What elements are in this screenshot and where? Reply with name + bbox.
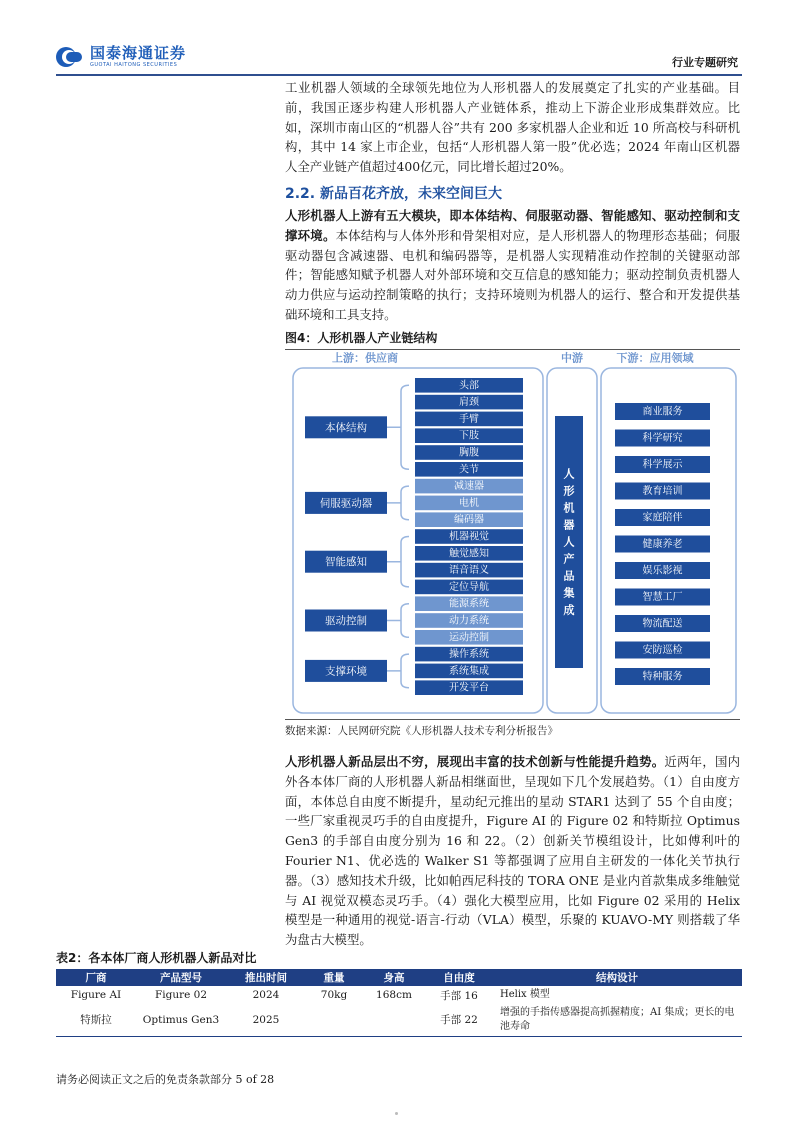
table-cell: Figure 02 <box>154 989 208 1001</box>
midstream-char: 器 <box>563 518 575 532</box>
sub-item-label: 触觉感知 <box>449 548 489 560</box>
application-label: 智慧工厂 <box>642 592 683 603</box>
midstream-char: 产 <box>563 552 575 566</box>
midstream-char: 成 <box>563 603 575 617</box>
application-label: 安防巡检 <box>642 645 683 656</box>
paragraph-lead: 人形机器人上游有五大模块，即本体结构、伺服驱动器、智能感知、驱动控制和支撑环境。 <box>285 208 740 243</box>
industry-chain-diagram <box>285 350 740 715</box>
column-header: 自由度 <box>426 969 492 986</box>
sub-item-label: 肩颈 <box>459 397 479 409</box>
sub-item-label: 定位导航 <box>449 581 489 593</box>
column-header: 厂商 <box>56 969 136 986</box>
intro-paragraph: 工业机器人领域的全球领先地位为人形机器人的发展奠定了扎实的产业基础。目前，我国正逐步构建人形机器人产业链体系，推动上下游企业形成集群效应。比如，深圳市南山区的“机器人谷”共有 200 多家机器人企业和近 10 所高校与科研机构，其中 14 家上市企业，包括“人形机器人第一股”优必选；2024 年南山区机器人全产业链产值超过400亿元，同比增长超过20%。 <box>285 80 740 175</box>
table-cell: 2024 <box>252 989 280 1001</box>
column-header: 产品型号 <box>136 969 226 986</box>
column-header: 结构设计 <box>492 969 742 986</box>
sub-item-label: 系统集成 <box>449 665 489 677</box>
table-cell: Optimus Gen3 <box>142 1013 220 1026</box>
table-cell: 70kg <box>320 989 348 1001</box>
downstream-label: 下游：应用领域 <box>616 351 694 365</box>
application-label: 特种服务 <box>642 671 683 683</box>
table-header-row <box>56 969 742 986</box>
module-bracket <box>387 654 409 688</box>
upstream-paragraph <box>285 206 740 325</box>
application-label: 健康养老 <box>642 539 683 550</box>
midstream-char: 品 <box>563 569 575 583</box>
report-type: 行业专题研究 <box>672 56 738 69</box>
sub-item-label: 手臂 <box>459 413 479 425</box>
module-label: 支撑环境 <box>325 665 367 678</box>
page-footer: 请务必阅读正文之后的免责条款部分 5 of 28 <box>56 1073 275 1086</box>
midstream-char: 人 <box>563 467 575 481</box>
sub-item-label: 编码器 <box>454 514 484 526</box>
application-label: 教育培训 <box>642 486 683 497</box>
module-bracket <box>387 486 409 520</box>
table-cell: 增强的手指传感器提高抓握精度；AI 集成；更长的电池寿命 <box>500 1006 735 1032</box>
sub-item-label: 胸腹 <box>459 447 479 459</box>
paragraph-body: 近两年，国内外各本体厂商的人形机器人新品相继面世，呈现如下几个发展趋势。（1）自由度方面，本体总自由度不断提升，星动纪元推出的星动 STAR1 达到了 55 个自由度；一些厂家重视灵巧手的自由度提升，Figure AI 的 Figure 02 和特斯拉 Optimus Gen3 的手部自由度分别为 16 和 22。（2）创新关节模组设计，比如傅利叶的 Fourier N1、优必选的 Walker S1 等都强调了应用自主研发的一体化关节执行器。（3）感知技术升级，比如帕西尼科技的 TORA ONE 是业内首款集成多维触觉与 AI 视觉双模态灵巧手。（4）强化大模型应用，比如 Figure 02 采用的 Helix 模型是一种通用的视觉-语言-行动（VLA）模型，乐聚的 KUAVO-MY 则搭载了华为盘古大模型。 <box>285 754 741 948</box>
logo-icon <box>56 47 86 67</box>
module-label: 本体结构 <box>325 421 367 434</box>
midstream-char: 集 <box>563 586 575 600</box>
midstream-label: 中游 <box>561 351 583 365</box>
page-header <box>56 44 742 76</box>
sub-item-label: 头部 <box>459 380 479 392</box>
sub-item-label: 能源系统 <box>449 598 489 610</box>
application-label: 科学展示 <box>642 459 683 471</box>
table-cell <box>362 1004 426 1036</box>
product-comparison-table <box>56 969 742 1037</box>
sub-item-label: 运动控制 <box>449 632 489 644</box>
column-header: 身高 <box>362 969 426 986</box>
sub-item-label: 操作系统 <box>449 649 489 661</box>
sub-item-label: 机器视觉 <box>449 531 489 543</box>
sub-item-label: 动力系统 <box>449 615 489 627</box>
table-cell: 特斯拉 <box>80 1014 112 1027</box>
module-bracket <box>387 604 409 638</box>
application-label: 娱乐影视 <box>642 565 683 577</box>
application-label: 科学研究 <box>642 433 683 444</box>
table-cell: Figure AI <box>70 989 122 1001</box>
module-label: 驱动控制 <box>325 615 367 627</box>
midstream-char: 人 <box>563 535 575 549</box>
paragraph-lead: 人形机器人新品层出不穷，展现出丰富的技术创新与性能提升趋势。 <box>285 754 665 769</box>
upstream-label: 上游：供应商 <box>332 351 398 365</box>
table-title: 表2：各本体厂商人形机器人新品对比 <box>56 951 257 965</box>
trends-paragraph <box>285 752 740 950</box>
application-label: 家庭陪伴 <box>642 512 683 524</box>
module-label: 伺服驱动器 <box>319 497 373 510</box>
logo-english: GUOTAI HAITONG SECURITIES <box>90 62 178 68</box>
logo-name: 国泰海通证券 <box>90 44 187 62</box>
table-cell: Helix 模型 <box>500 989 550 1000</box>
midstream-char: 机 <box>563 501 575 515</box>
table-cell <box>306 1004 362 1036</box>
figure-title: 图4：人形机器人产业链结构 <box>285 329 740 350</box>
table-row <box>56 1004 742 1036</box>
sub-item-label: 关节 <box>459 464 479 476</box>
sub-item-label: 减速器 <box>454 481 484 493</box>
column-header: 重量 <box>306 969 362 986</box>
table-row <box>56 986 742 1004</box>
sub-item-label: 开发平台 <box>449 682 489 694</box>
paragraph-body: 本体结构与人体外形和骨架相对应，是人形机器人的物理形态基础；伺服驱动器包含减速器、电机和编码器等，是机器人实现精准动作控制的关键驱动部件；智能感知赋予机器人对外部环境和交互信息的感知能力；驱动控制负责机器人动力供应与运动控制策略的执行；支持环境则为机器人的运行、整合和开发提供基础环境和工具支持。 <box>285 227 741 322</box>
table-cell: 手部 16 <box>440 989 478 1002</box>
page-dot <box>395 1112 398 1115</box>
company-logo <box>56 46 186 68</box>
table-cell: 2025 <box>252 1013 280 1026</box>
module-label: 智能感知 <box>325 556 367 569</box>
table-cell: 168cm <box>376 989 412 1001</box>
module-bracket <box>387 385 409 469</box>
column-header: 推出时间 <box>226 969 306 986</box>
figure-source: 数据来源：人民网研究院《人形机器人技术专利分析报告》 <box>285 719 740 738</box>
sub-item-label: 下肢 <box>459 430 479 442</box>
application-label: 商业服务 <box>642 406 683 418</box>
table-cell: 手部 22 <box>440 1014 478 1027</box>
sub-item-label: 语音语义 <box>449 565 489 577</box>
application-label: 物流配送 <box>642 618 683 630</box>
section-title: 2.2. 新品百花齐放，未来空间巨大 <box>285 186 502 202</box>
midstream-char: 形 <box>563 484 575 498</box>
module-bracket <box>387 537 409 587</box>
sub-item-label: 电机 <box>459 497 479 509</box>
